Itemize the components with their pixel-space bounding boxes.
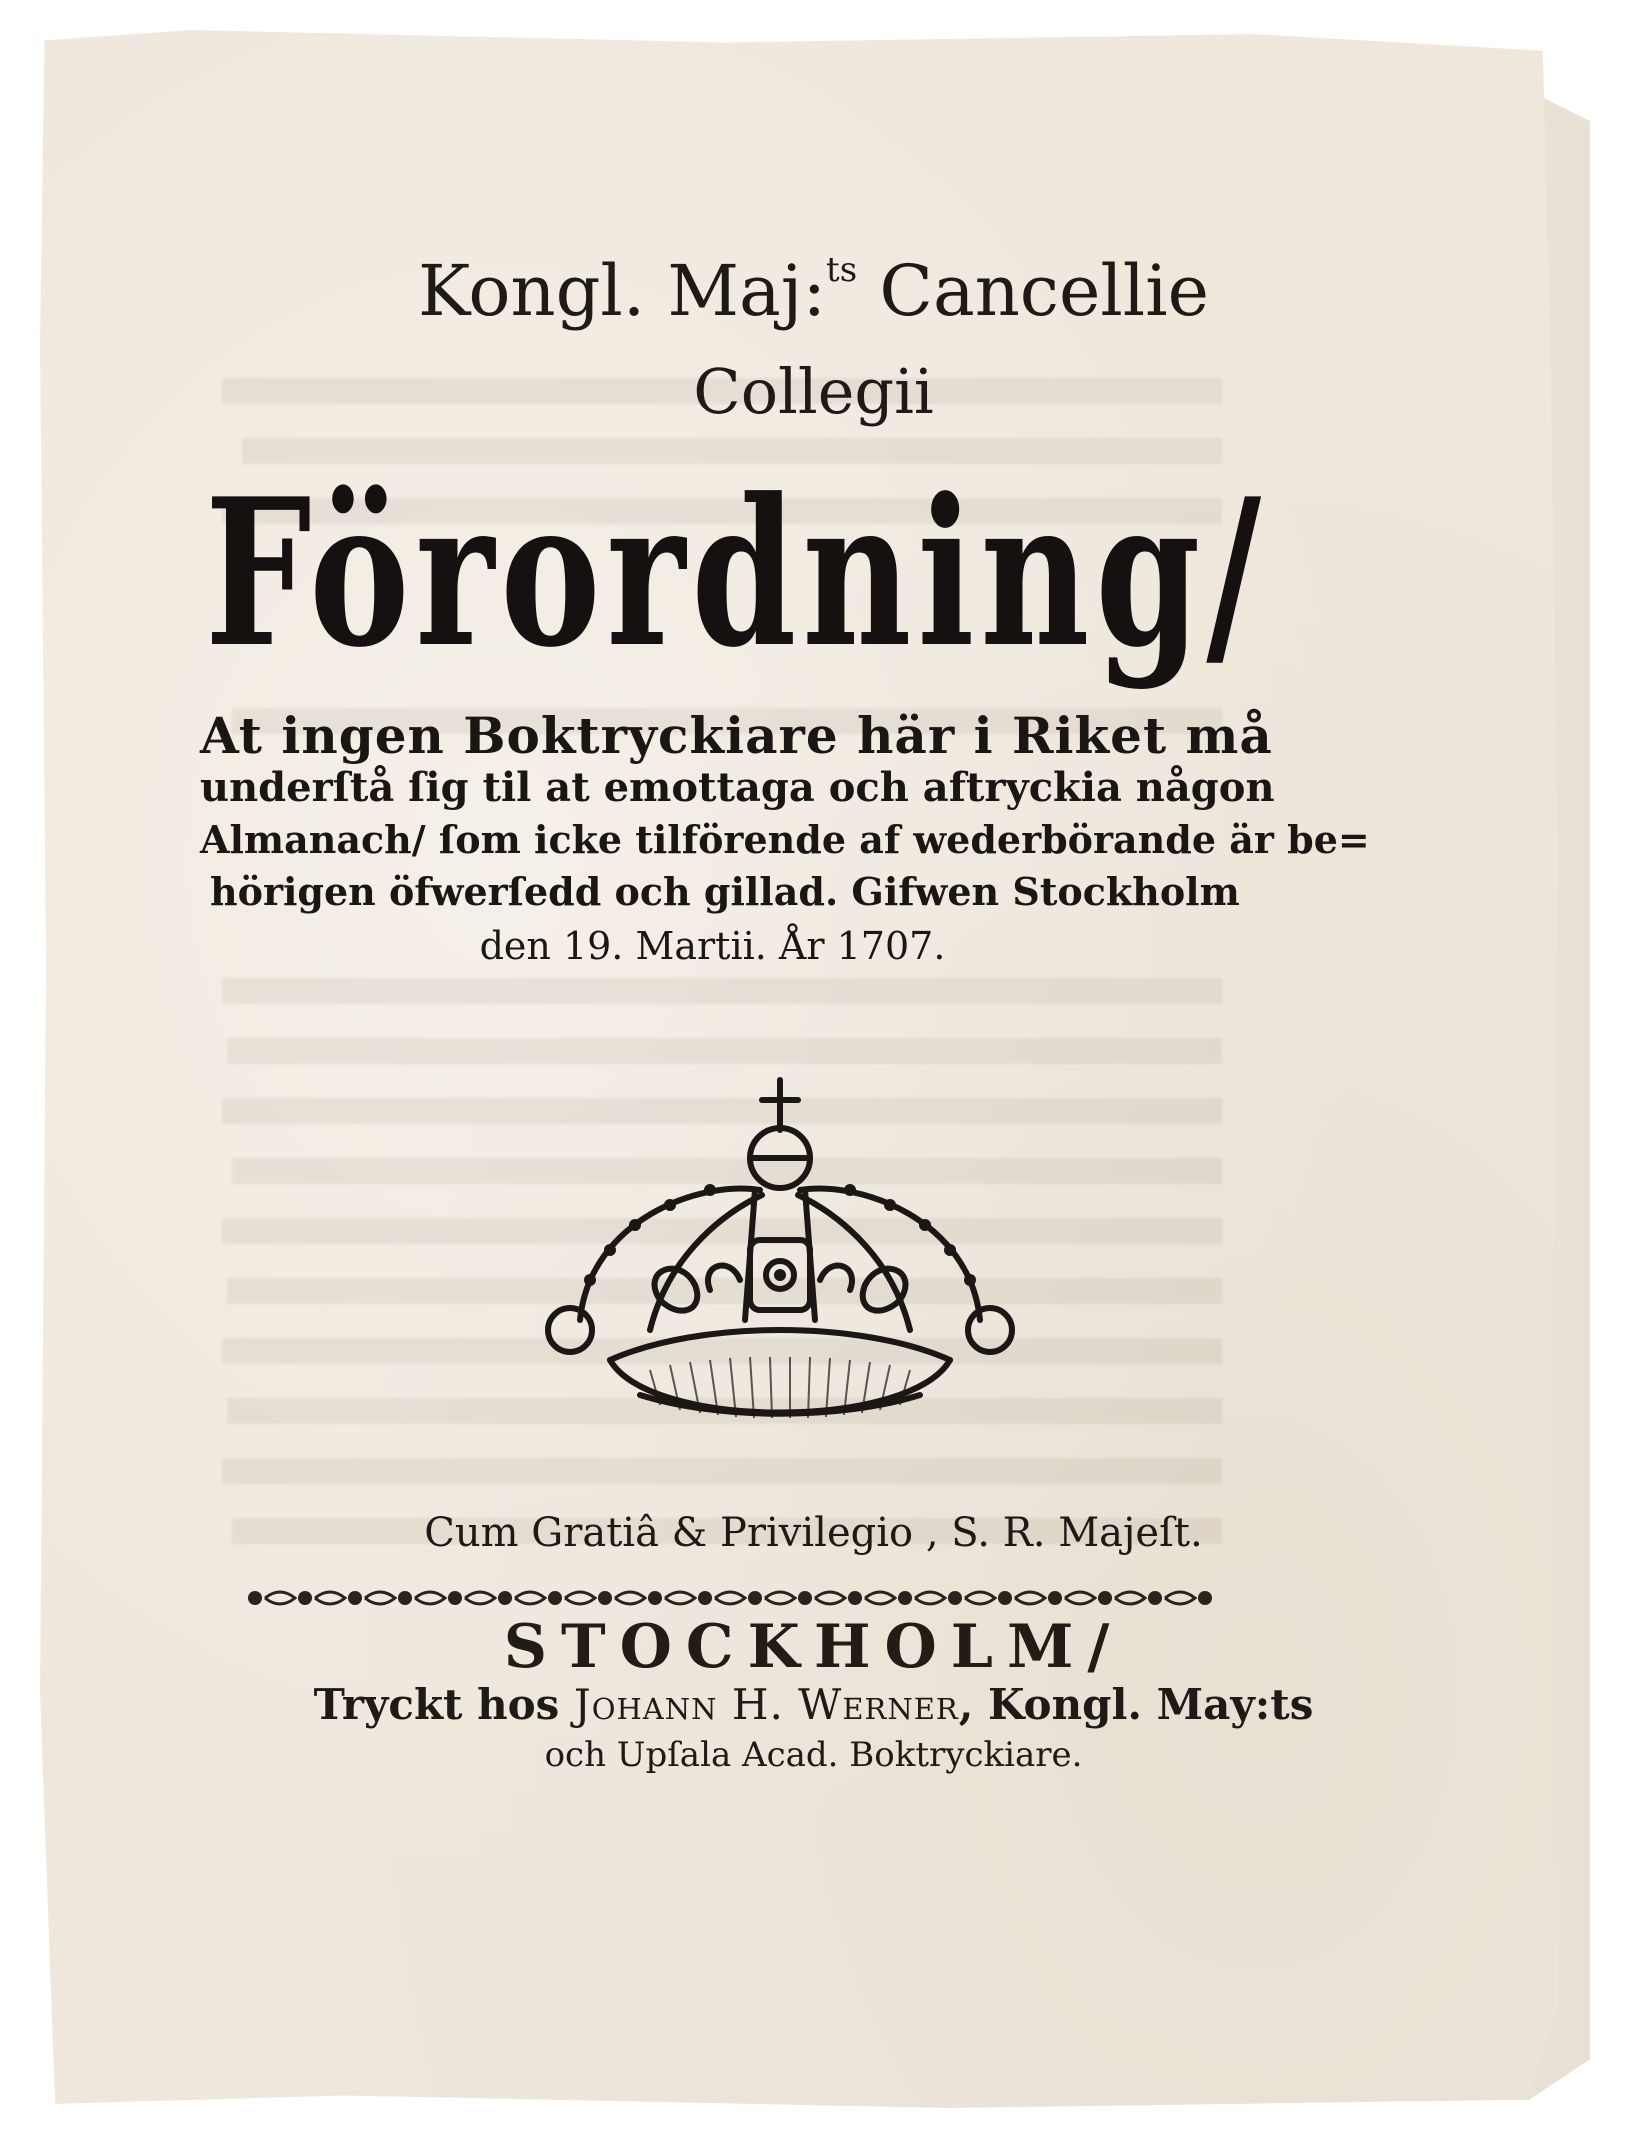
subtitle-line-2: underſtå ſig til at emottaga och aftryckia någon — [200, 764, 1275, 811]
imprint-city: STOCKHOLM/ — [503, 1612, 1124, 1682]
subtitle-line-5: den 19. Martii. År 1707. — [479, 924, 946, 968]
title-line-1 — [0, 250, 1627, 332]
title-kongl-maj: Kongl. Maj: — [417, 250, 827, 332]
printer-name: Johann H. Werner — [573, 1680, 959, 1729]
main-title: Förordning/ — [205, 455, 1268, 693]
title-line-2: Collegii — [693, 355, 934, 428]
title-superscript: ts — [826, 250, 858, 290]
title-cancellie: Cancellie — [857, 250, 1210, 332]
printer-prefix: Tryckt hos — [313, 1680, 574, 1729]
privilege-line: Cum Gratiâ & Privilegio , S. R. Majeſt. — [424, 1510, 1203, 1556]
imprint-printer-line-2: och Upſala Acad. Boktryckiare. — [544, 1735, 1083, 1775]
subtitle-line-3: Almanach/ ſom icke tilförende af wederbörande är be= — [200, 817, 1370, 862]
subtitle-line-1: At ingen Boktryckiare här i Riket må — [200, 706, 1273, 765]
imprint-printer-line — [0, 1680, 1627, 1729]
subtitle-line-4: hörigen öfwerſedd och gillad. Gifwen Stockholm — [210, 869, 1240, 914]
subtitle-block — [200, 706, 1370, 972]
crown-ornament-icon — [500, 1070, 1060, 1470]
printer-suffix: , Kongl. May:ts — [958, 1680, 1314, 1729]
